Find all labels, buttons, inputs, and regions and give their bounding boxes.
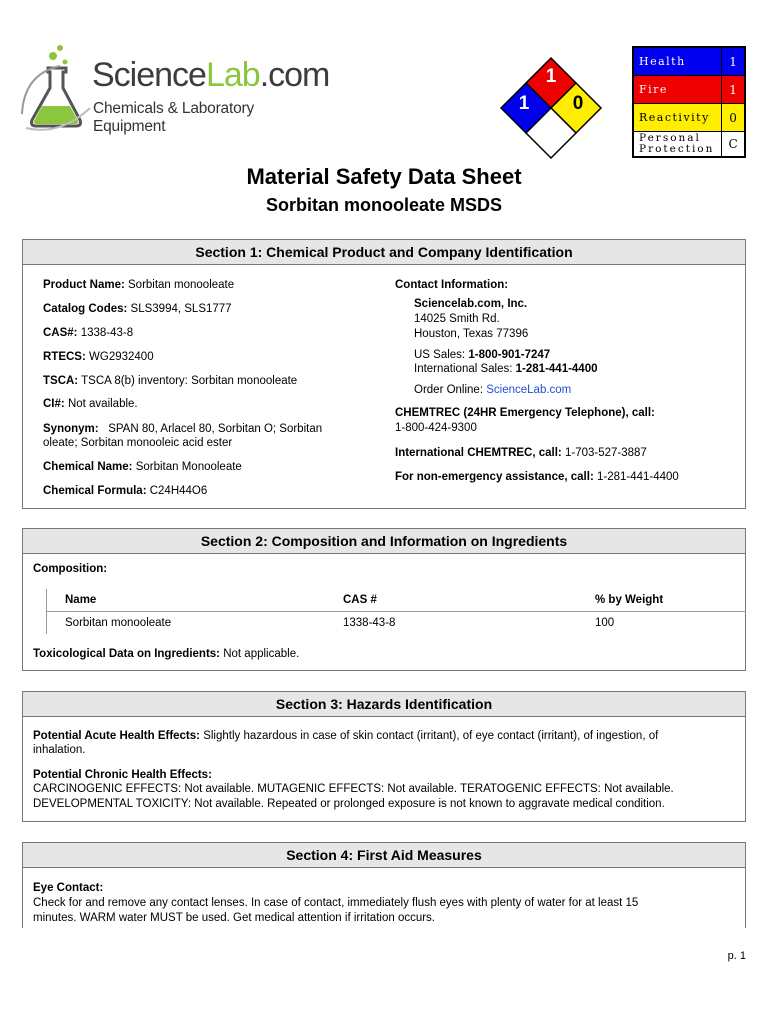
hazard-label: Health [639, 55, 686, 68]
section-1-heading: Section 1: Chemical Product and Company Identification [23, 240, 745, 265]
section-4-heading: Section 4: First Aid Measures [23, 843, 745, 868]
ppe-value: C [721, 132, 744, 156]
cas-field: CAS#: 1338-43-8 [43, 327, 134, 339]
nfpa-health-value: 1 [518, 93, 530, 114]
table-cell: 1338-43-8 [343, 617, 396, 629]
eye-contact-line1: Check for and remove any contact lenses. In case of contact, immediately flush eyes with plenty of water for at least 15 [33, 897, 639, 909]
hazard-value: 1 [721, 76, 744, 103]
composition-label: Composition: [33, 563, 108, 575]
nfpa-diamond [498, 55, 612, 161]
order-online-field: Order Online: ScienceLab.com [414, 384, 572, 396]
us-sales-field: US Sales: 1-800-901-7247 [414, 349, 551, 361]
section-2-heading: Section 2: Composition and Information on Ingredients [23, 529, 745, 554]
nfpa-reactivity-value: 0 [572, 93, 584, 114]
section-2 [22, 528, 746, 671]
composition-table [46, 589, 746, 634]
eye-contact-line2: minutes. WARM water MUST be used. Get medical attention if irritation occurs. [33, 912, 436, 924]
chronic-health-effects-label: Potential Chronic Health Effects: [33, 769, 212, 781]
column-header: CAS # [343, 594, 377, 606]
intl-chemtrec-field: International CHEMTREC, call: 1-703-527-3887 [395, 447, 647, 459]
section-3-heading: Section 3: Hazards Identification [23, 692, 745, 717]
chronic-health-effects-line2: DEVELOPMENTAL TOXICITY: Not available. Repeated or prolonged exposure is not known to aggravate medical condition. [33, 798, 665, 810]
column-header: Name [65, 594, 97, 606]
logo-tagline: Chemicals & Laboratory Equipment [93, 100, 255, 135]
chemtrec-label: CHEMTREC (24HR Emergency Telephone), call: [395, 407, 655, 419]
ci-field: CI#: Not available. [43, 398, 138, 410]
chemical-formula-field: Chemical Formula: C24H44O6 [43, 485, 208, 497]
table-row [46, 612, 746, 634]
chemtrec-phone: 1-800-424-9300 [395, 422, 477, 434]
page-number: p. 1 [727, 950, 746, 962]
hazard-label: Reactivity [639, 111, 710, 124]
company-address-line1: 14025 Smith Rd. [414, 313, 500, 325]
synonym-field-line2: oleate; Sorbitan monooleic acid ester [43, 437, 233, 449]
tsca-field: TSCA: TSCA 8(b) inventory: Sorbitan monooleate [43, 375, 298, 387]
nfpa-fire-value: 1 [545, 66, 557, 87]
table-cell: Sorbitan monooleate [65, 617, 172, 629]
hazard-value: 1 [721, 48, 744, 75]
document-subtitle: Sorbitan monooleate MSDS [265, 195, 503, 215]
section-3 [22, 691, 746, 822]
ppe-label-line1: Personal [639, 132, 701, 144]
rtecs-field: RTECS: WG2932400 [43, 351, 154, 363]
toxicological-data-field: Toxicological Data on Ingredients: Not applicable. [33, 648, 300, 660]
hazard-value: 0 [721, 104, 744, 131]
section-1 [22, 239, 746, 509]
sciencelab-link[interactable]: ScienceLab.com [486, 384, 572, 396]
contact-info-label: Contact Information: [395, 279, 509, 291]
intl-sales-field: International Sales: 1-281-441-4400 [414, 363, 598, 375]
synonym-field: Synonym: SPAN 80, Arlacel 80, Sorbitan O; Sorbitan [43, 423, 323, 435]
acute-health-effects-line2: inhalation. [33, 744, 86, 756]
hazard-label: Fire [639, 83, 668, 96]
eye-contact-label: Eye Contact: [33, 882, 104, 894]
hazard-row-fire [634, 76, 744, 104]
document-title: Material Safety Data Sheet [246, 164, 522, 189]
company-address-line2: Houston, Texas 77396 [414, 328, 529, 340]
ppe-label-line2: Protection [639, 143, 715, 155]
hazard-row-reactivity [634, 104, 744, 132]
sciencelab-logo [20, 44, 330, 135]
catalog-codes-field: Catalog Codes: SLS3994, SLS1777 [43, 303, 232, 315]
acute-health-effects: Potential Acute Health Effects: Slightly hazardous in case of skin contact (irritant), of eye contact (irritant), of ingestion, of [33, 730, 659, 742]
product-name-field: Product Name: Sorbitan monooleate [43, 279, 235, 291]
flask-icon [20, 44, 92, 134]
chemical-name-field: Chemical Name: Sorbitan Monooleate [43, 461, 242, 473]
hazard-row-health [634, 48, 744, 76]
company-name: Sciencelab.com, Inc. [414, 298, 528, 310]
section-4 [22, 842, 746, 928]
logo-wordmark: ScienceLab.com [92, 56, 330, 94]
hazard-row-personal-protection [634, 132, 744, 156]
table-cell: 100 [595, 617, 615, 629]
column-header: % by Weight [595, 594, 664, 606]
table-header-row [46, 589, 746, 612]
hazard-rating-table [632, 46, 746, 158]
chronic-health-effects-line1: CARCINOGENIC EFFECTS: Not available. MUTAGENIC EFFECTS: Not available. TERATOGENIC EFFECTS: Not available. [33, 783, 674, 795]
non-emergency-field: For non-emergency assistance, call: 1-281-441-4400 [395, 471, 679, 483]
